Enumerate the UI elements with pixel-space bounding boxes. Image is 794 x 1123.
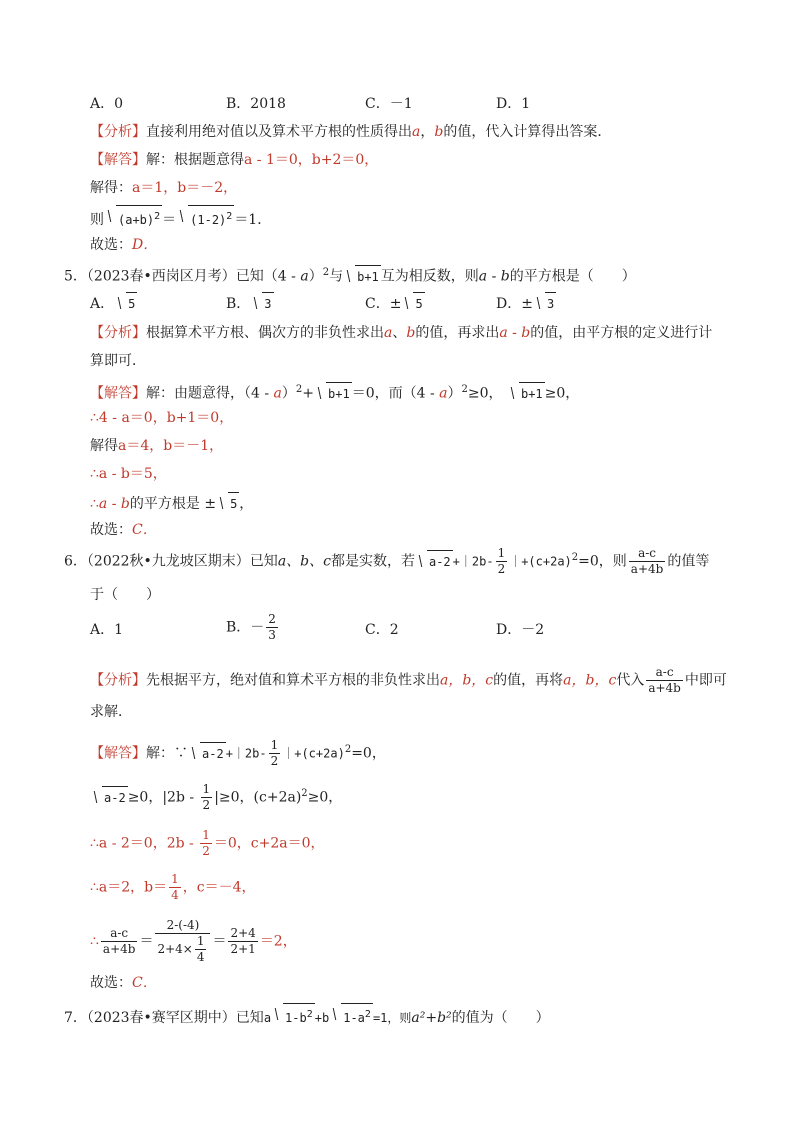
q4-option-d: D．1 [496,96,531,112]
q7-stem: 7．（2023春•赛罕区期中）已知a $1-b^2 +b$ $1-a^2 =1$，则a²+b²的值为（ ） [64,1003,550,1028]
q6-step2: ∴a＝2，b＝ $\frac{1}{4}$ ，c＝－4， [90,872,256,902]
q6-stem: 6．（2022秋•九龙坡区期末）已知a、b、c都是实数，若 a-2 +｜2b- $\frac{1}{2}$ $|+(c+2a)^2=0$，则 $\frac{a-c}{a+4b}$ 的值等 [64,546,710,576]
q5-solution: 【解答】解：由题意得，（4 - a）$^2$+ b+1 ＝0，而（4 - a）$^2$≥0， b+1 ≥0， [90,380,579,404]
q5-step2: 解得a＝4，b＝－1， [90,438,224,454]
q4-analysis: 【分析】直接利用绝对值以及算术平方根的性质得出a，b的值，代入计算得出答案． [90,124,612,140]
sqrt-expression: $(1-2)^2$ [176,205,234,230]
q4-option-c: C．－1 [365,96,413,112]
q5-step1: ∴4 - a＝0，b+1＝0， [90,410,234,426]
q5-step3: ∴a - b＝5， [90,466,167,482]
q6-step3: ∴ $\frac{a-c}{a+4b}$ ＝ 2-(-4) 2+4× $\frac{1}{4}$ ＝ $\frac{2+4}{2+1}$ ＝2， [90,918,297,964]
q6-option-d: D．－2 [496,622,545,638]
q5-analysis-line2: 算即可． [90,353,146,369]
q6-option-b: B．－ $\frac{2}{3}$ [226,612,276,642]
q6-nonneg: a-2 ≥0，|2b - $\frac{1}{2}$ |≥0，$(c+2a)^2\ge 0$， [90,782,342,813]
q5-choose: 故选：C． [90,522,157,538]
q6-option-a: A．1 [90,622,124,638]
sqrt-expression: b+1 [343,265,381,287]
q5-option-a: A． 5 [90,292,137,314]
sqrt-expression: $(a+b)^2$ [104,205,162,230]
q5-step4: ∴a - b的平方根是 ± 5 ， [90,492,253,514]
q5-option-d: D．± 3 [496,292,556,314]
q6-choose: 故选：C． [90,975,157,991]
q6-analysis-line2: 求解． [90,704,132,720]
q5-analysis: 【分析】根据算术平方根、偶次方的非负性求出a、b的值，再求出a - b的值，由平方根的定义进行计 [90,325,713,341]
q6-step1: ∴a - 2＝0，2b - $\frac{1}{2}$ ＝0，c+2a＝0， [90,828,325,858]
q4-solution: 【解答】解：根据题意得a - 1＝0，b+2＝0， [90,152,379,168]
q4-choose: 故选：D． [90,237,158,253]
q4-option-b: B．2018 [226,96,286,112]
q6-stem-line2: 于（ ） [90,587,160,603]
q6-solution: 【解答】解：∵ a-2 +｜2b- $\frac{1}{2}$ $|+(c+2a)^2=0$， [90,738,386,768]
q4-solved: 解得：a＝1，b＝－2， [90,180,238,196]
q6-analysis: 【分析】先根据平方，绝对值和算术平方根的非负性求出a，b，c的值，再将a，b，c代入 $\frac{a-c}{a+4b}$ 中即可 [90,665,727,695]
q6-option-c: C．2 [365,622,399,638]
q5-option-b: B． 3 [226,292,274,314]
q4-option-a: A．0 [90,96,124,112]
q4-then: 则 $(a+b)^2 = (1-2)^2 =1$． [90,205,271,230]
q5-stem: 5．（2023春•西岗区月考）已知（4 - a）$^2$与 b+1 互为相反数，则a - b的平方根是（ ） [64,263,636,287]
q5-option-c: C．± 5 [365,292,425,314]
